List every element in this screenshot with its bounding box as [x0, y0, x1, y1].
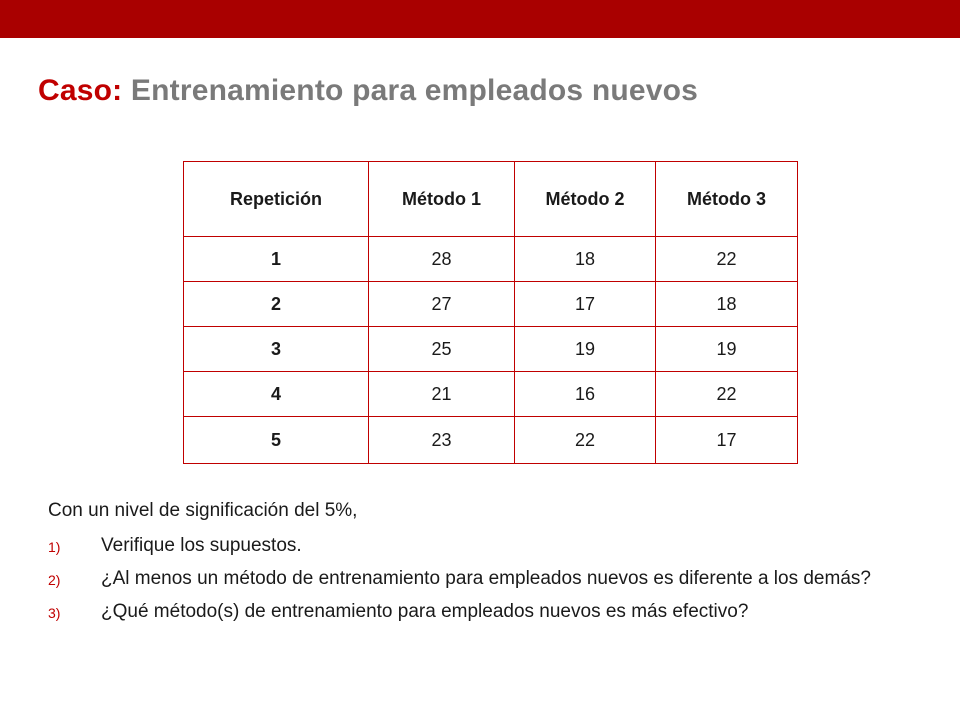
table-cell: 27: [369, 282, 515, 327]
top-accent-bar: [0, 0, 960, 38]
table-row: [184, 237, 798, 282]
table-cell: 5: [184, 417, 369, 464]
table-cell: 21: [369, 372, 515, 417]
header-row: [184, 162, 798, 237]
table-row: [184, 282, 798, 327]
header-metodo-1: Método 1: [369, 162, 515, 237]
slide-title: [38, 74, 698, 108]
question-list: [48, 534, 910, 633]
question-text: Verifique los supuestos.: [101, 535, 302, 556]
table-cell: 22: [515, 417, 656, 464]
title-label: Caso:: [38, 74, 123, 107]
question-text: ¿Al menos un método de entrenamiento para empleados nuevos es diferente a los demás?: [101, 568, 871, 589]
table-cell: 3: [184, 327, 369, 372]
table-cell: 2: [184, 282, 369, 327]
table-cell: 1: [184, 237, 369, 282]
title-text: Entrenamiento para empleados nuevos: [130, 74, 699, 107]
question-text: ¿Qué método(s) de entrenamiento para empleados nuevos es más efectivo?: [101, 601, 749, 622]
table-cell: 22: [656, 372, 798, 417]
table-cell: 17: [515, 282, 656, 327]
header-metodo-3: Método 3: [656, 162, 798, 237]
table-cell: 25: [369, 327, 515, 372]
table-row: [184, 372, 798, 417]
table-cell: 17: [656, 417, 798, 464]
list-item: [48, 567, 910, 590]
list-number: 3): [48, 605, 61, 621]
list-number: 2): [48, 572, 61, 588]
table-cell: 22: [656, 237, 798, 282]
intro-text: Con un nivel de significación del 5%,: [48, 500, 358, 521]
header-metodo-2: Método 2: [515, 162, 656, 237]
list-item: [48, 534, 910, 557]
table-cell: 23: [369, 417, 515, 464]
data-table: [183, 161, 798, 464]
table-cell: 4: [184, 372, 369, 417]
list-number: 1): [48, 539, 61, 555]
table-cell: 28: [369, 237, 515, 282]
table-cell: 19: [656, 327, 798, 372]
table-row: [184, 327, 798, 372]
table-cell: 18: [656, 282, 798, 327]
table-cell: 18: [515, 237, 656, 282]
table-cell: 19: [515, 327, 656, 372]
table-cell: 16: [515, 372, 656, 417]
table-row: [184, 417, 798, 464]
header-repeticion: Repetición: [184, 162, 369, 237]
list-item: [48, 600, 910, 623]
